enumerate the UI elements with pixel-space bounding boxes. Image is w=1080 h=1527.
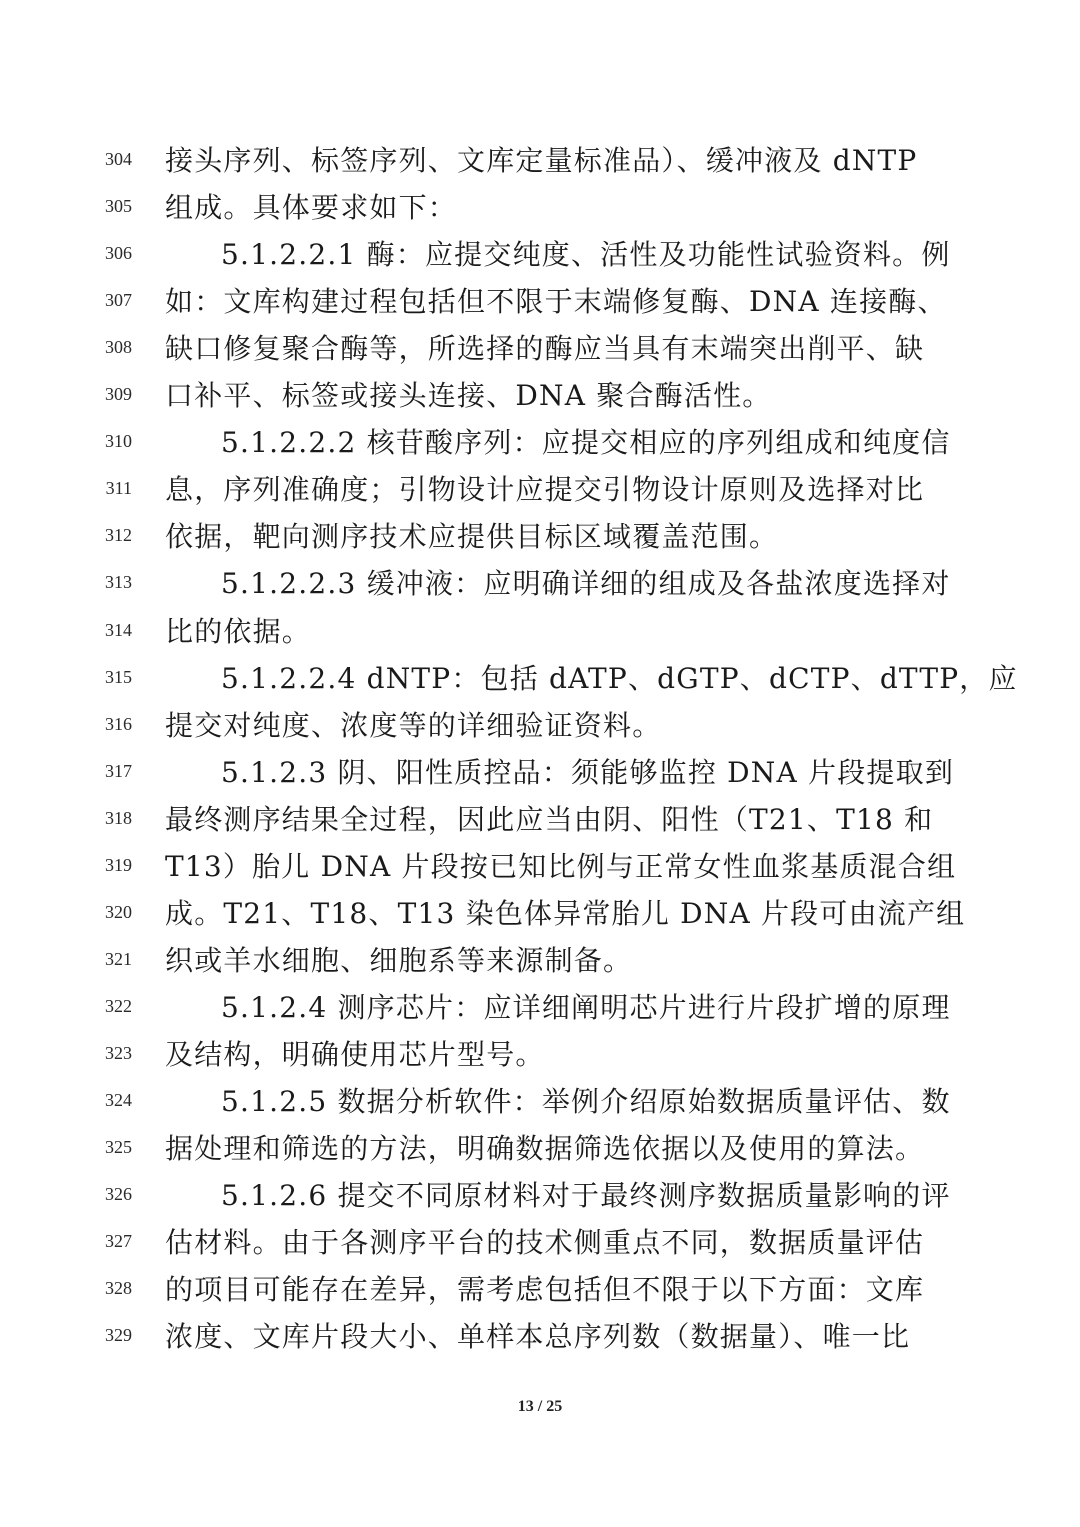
line-number: 324	[105, 1090, 132, 1110]
line-number: 306	[105, 243, 132, 264]
document-line	[0, 655, 1080, 702]
document-line	[0, 608, 1080, 655]
line-number: 311	[105, 478, 132, 499]
line-text: 5.1.2.2.2 核苷酸序列：应提交相应的序列组成和纯度信	[221, 426, 951, 460]
line-text: 接头序列、标签序列、文库定量标准品）、缓冲液及 dNTP	[165, 144, 918, 177]
line-number: 323	[105, 1042, 132, 1063]
line-number: 328	[105, 1278, 132, 1299]
line-number: 310	[105, 431, 132, 452]
line-number: 314	[105, 619, 132, 640]
document-line	[0, 749, 1080, 796]
line-text: 比的依据。	[165, 614, 312, 648]
line-number: 315	[105, 666, 132, 687]
line-number: 321	[105, 948, 132, 969]
line-text: 5.1.2.3 阴、阳性质控品：须能够监控 DNA 片段提取到	[221, 755, 955, 789]
line-text: 5.1.2.4 测序芯片：应详细阐明芯片进行片段扩增的原理	[221, 990, 951, 1024]
line-number: 307	[105, 290, 132, 311]
line-text: 织或羊水细胞、细胞系等来源制备。	[165, 943, 633, 977]
document-line	[0, 890, 1080, 937]
line-text: 最终测序结果全过程，因此应当由阴、阳性（T21、T18 和	[165, 802, 934, 836]
document-line	[0, 278, 1080, 325]
document-line	[0, 1172, 1080, 1219]
document-line	[0, 1125, 1080, 1172]
line-text: T13）胎儿 DNA 片段按已知比例与正常女性血浆基质混合组	[165, 849, 957, 883]
line-number: 318	[105, 807, 132, 828]
line-number: 308	[105, 337, 132, 358]
document-line	[0, 843, 1080, 890]
line-text: 5.1.2.2.4 dNTP：包括 dATP、dGTP、dCTP、dTTP，应	[221, 661, 1018, 695]
document-line	[0, 372, 1080, 419]
line-number: 327	[105, 1231, 132, 1252]
line-text: 据处理和筛选的方法，明确数据筛选依据以及使用的算法。	[165, 1132, 925, 1166]
line-number: 322	[105, 995, 132, 1016]
line-text: 依据，靶向测序技术应提供目标区域覆盖范围。	[165, 520, 779, 554]
line-number: 316	[105, 713, 132, 734]
line-number: 326	[105, 1184, 132, 1205]
line-text: 5.1.2.2.1 酶：应提交纯度、活性及功能性试验资料。例	[221, 238, 951, 272]
document-line	[0, 137, 1080, 184]
line-text: 5.1.2.2.3 缓冲液：应明确详细的组成及各盐浓度选择对	[221, 567, 951, 601]
line-number: 329	[105, 1325, 132, 1346]
line-text: 缺口修复聚合酶等，所选择的酶应当具有末端突出削平、缺	[165, 332, 925, 366]
document-line	[0, 325, 1080, 372]
document-line	[0, 1219, 1080, 1266]
line-text: 的项目可能存在差异，需考虑包括但不限于以下方面：文库	[165, 1273, 925, 1307]
line-number: 319	[105, 854, 132, 875]
line-text: 如：文库构建过程包括但不限于末端修复酶、DNA 连接酶、	[165, 285, 947, 319]
line-text: 组成。具体要求如下：	[165, 191, 458, 225]
document-line	[0, 1031, 1080, 1078]
document-line	[0, 984, 1080, 1031]
line-number: 313	[105, 572, 132, 593]
document-line	[0, 231, 1080, 278]
line-text: 成。T21、T18、T13 染色体异常胎儿 DNA 片段可由流产组	[165, 896, 966, 930]
document-line	[0, 702, 1080, 749]
page-number: 13 / 25	[517, 1398, 563, 1415]
line-text: 及结构，明确使用芯片型号。	[165, 1037, 545, 1071]
line-text: 提交对纯度、浓度等的详细验证资料。	[165, 708, 662, 742]
document-line	[0, 513, 1080, 560]
document-line	[0, 1078, 1080, 1125]
document-line	[0, 1266, 1080, 1313]
document-line	[0, 560, 1080, 607]
line-text: 浓度、文库片段大小、单样本总序列数（数据量）、唯一比	[165, 1320, 911, 1354]
line-number: 325	[105, 1137, 132, 1158]
line-text: 估材料。由于各测序平台的技术侧重点不同，数据质量评估	[165, 1226, 925, 1260]
document-line	[0, 1313, 1080, 1360]
line-text: 5.1.2.6 提交不同原材料对于最终测序数据质量影响的评	[221, 1179, 951, 1213]
line-text: 口补平、标签或接头连接、DNA 聚合酶活性。	[165, 379, 772, 413]
document-line	[0, 184, 1080, 231]
line-number: 317	[105, 760, 132, 781]
line-text: 5.1.2.5 数据分析软件：举例介绍原始数据质量评估、数	[221, 1085, 951, 1118]
line-text: 息，序列准确度；引物设计应提交引物设计原则及选择对比	[165, 473, 925, 507]
document-line	[0, 937, 1080, 984]
line-number: 320	[105, 901, 132, 922]
line-number: 305	[105, 196, 132, 217]
line-number: 312	[105, 525, 132, 546]
document-line	[0, 419, 1080, 466]
document-line	[0, 466, 1080, 513]
line-number: 304	[105, 149, 132, 169]
document-line	[0, 796, 1080, 843]
line-number: 309	[105, 384, 132, 405]
